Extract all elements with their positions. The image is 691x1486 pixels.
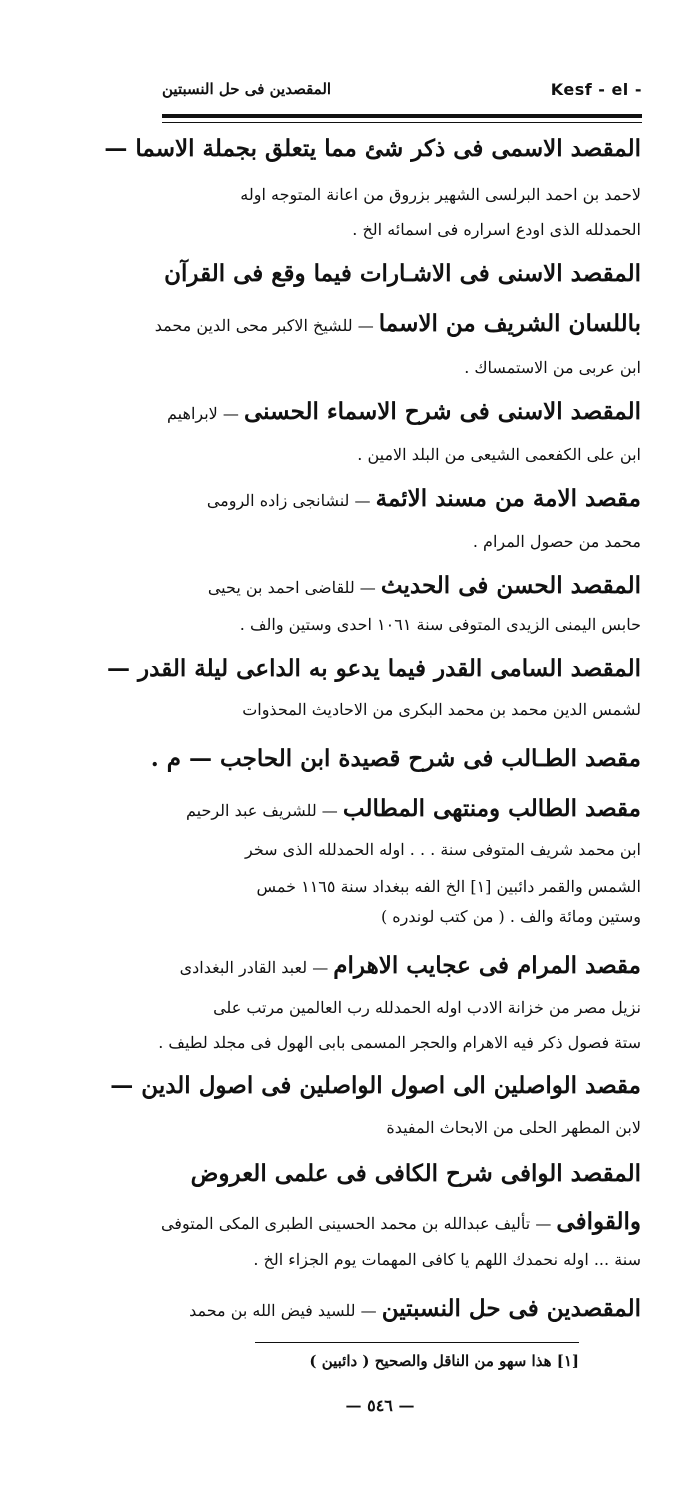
entry-body-line: ابن محمد شريف المتوفى سنة . . . اوله الحمدلله الذى سخر <box>244 840 641 859</box>
entry-title-line <box>161 795 641 822</box>
entry-author: — للشريف عبد الرحيم <box>185 801 343 820</box>
footnote: [١] هذا سهو من الناقل والصحيح ( دائبين ) <box>309 1352 579 1370</box>
footnote-rule <box>255 1342 579 1343</box>
header-title: المقصدين فى حل النسبتين <box>162 80 332 98</box>
entry-body-line: لابن المطهر الحلى من الابحاث المفيدة <box>386 1118 641 1137</box>
entry-title-line <box>161 485 641 512</box>
entry-body-line: حابس اليمنى الزيدى المتوفى سنة ١٠٦١ احدى وستين والف . <box>239 615 641 634</box>
entry-author: — تأليف عبدالله بن محمد الحسينى الطبرى المكى المتوفى <box>160 1214 557 1233</box>
entry-title: مقصد الطالب ومنتهى المطالب <box>342 795 641 822</box>
entry-author: — للقاضى احمد بن يحيى <box>207 578 381 597</box>
entry-title-line <box>161 572 641 599</box>
entry-title: المقصد الاسنى فى الاشـارات فيما وقع فى القرآن <box>164 260 641 287</box>
entry-body-line: الشمس والقمر دائبين [١] الخ الفه ببغداد سنة ١١٦٥ خمس <box>256 877 641 896</box>
entry-title: المقصد الاسنى فى شرح الاسماء الحسنى <box>243 398 641 425</box>
entry-author: — لابراهيم <box>167 404 244 423</box>
entry-body-line: ستة فصول ذكر فيه الاهرام والحجر المسمى بابى الهول فى مجلد لطيف . <box>158 1033 641 1052</box>
entry-author: — لنشانجى زاده الرومى <box>206 491 376 510</box>
entry-title: المقصدين فى حل النسبتين <box>381 1295 641 1322</box>
entry-body-line: سنة ... اوله نحمدك اللهم يا كافى المهمات يوم الجزاء الخ . <box>253 1250 641 1269</box>
entry-body-line: ابن على الكفعمى الشيعى من البلد الامين . <box>357 445 641 464</box>
entry-title-line <box>161 1295 641 1322</box>
entry-body-line: الحمدلله الذى اودع اسراره فى اسمائه الخ . <box>352 220 641 239</box>
entry-body-line: لشمس الدين محمد بن محمد البكرى من الاحاديث المحذوات <box>242 700 641 719</box>
entry-title: باللسان الشريف من الاسما <box>378 310 641 337</box>
entry-author: — لعبد القادر البغدادى <box>179 958 334 977</box>
entry-author: — للسيد فيض الله بن محمد <box>189 1301 382 1320</box>
entry-title: مقصد المرام فى عجايب الاهرام <box>333 952 641 979</box>
entry-title-line <box>161 1208 641 1235</box>
entry-body-line: نزيل مصر من خزانة الادب اوله الحمدلله رب العالمين مرتب على <box>213 998 641 1017</box>
entry-title: والقوافى <box>556 1208 641 1235</box>
entry-title-line <box>161 952 641 979</box>
entry-body-line: لاحمد بن احمد البرلسى الشهير بزروق من اعانة المتوجه اوله <box>240 185 641 204</box>
entry-title: المقصد الاسمى فى ذكر شئ مما يتعلق بجملة الاسما — <box>104 135 641 162</box>
entry-body-line: ابن عربى من الاستمساك . <box>464 358 641 377</box>
entry-title-line <box>154 310 641 337</box>
entry-title: مقصد الامة من مسند الائمة <box>375 485 641 512</box>
entry-body-line: محمد من حصول المرام . <box>472 532 641 551</box>
page-number: — ٥٤٦ — <box>345 1396 415 1415</box>
entry-title: مقصد الطـالب فى شرح قصيدة ابن الحاجب — م . <box>150 745 641 772</box>
entry-title: المقصد السامى القدر فيما يدعو به الداعى ليلة القدر — <box>107 655 641 682</box>
entry-title: المقصد الوافى شرح الكافى فى علمى العروض <box>190 1160 641 1187</box>
running-head: Kesf - el - <box>550 80 642 99</box>
entry-title: مقصد الواصلين الى اصول الواصلين فى اصول الدين — <box>110 1072 641 1099</box>
entry-author: — للشيخ الاكبر محى الدين محمد <box>154 316 379 335</box>
entry-title: المقصد الحسن فى الحديث <box>380 572 641 599</box>
entry-title-line <box>161 398 641 425</box>
entry-body-line: وستين ومائة والف . ( من كتب لوندره ) <box>380 907 641 926</box>
